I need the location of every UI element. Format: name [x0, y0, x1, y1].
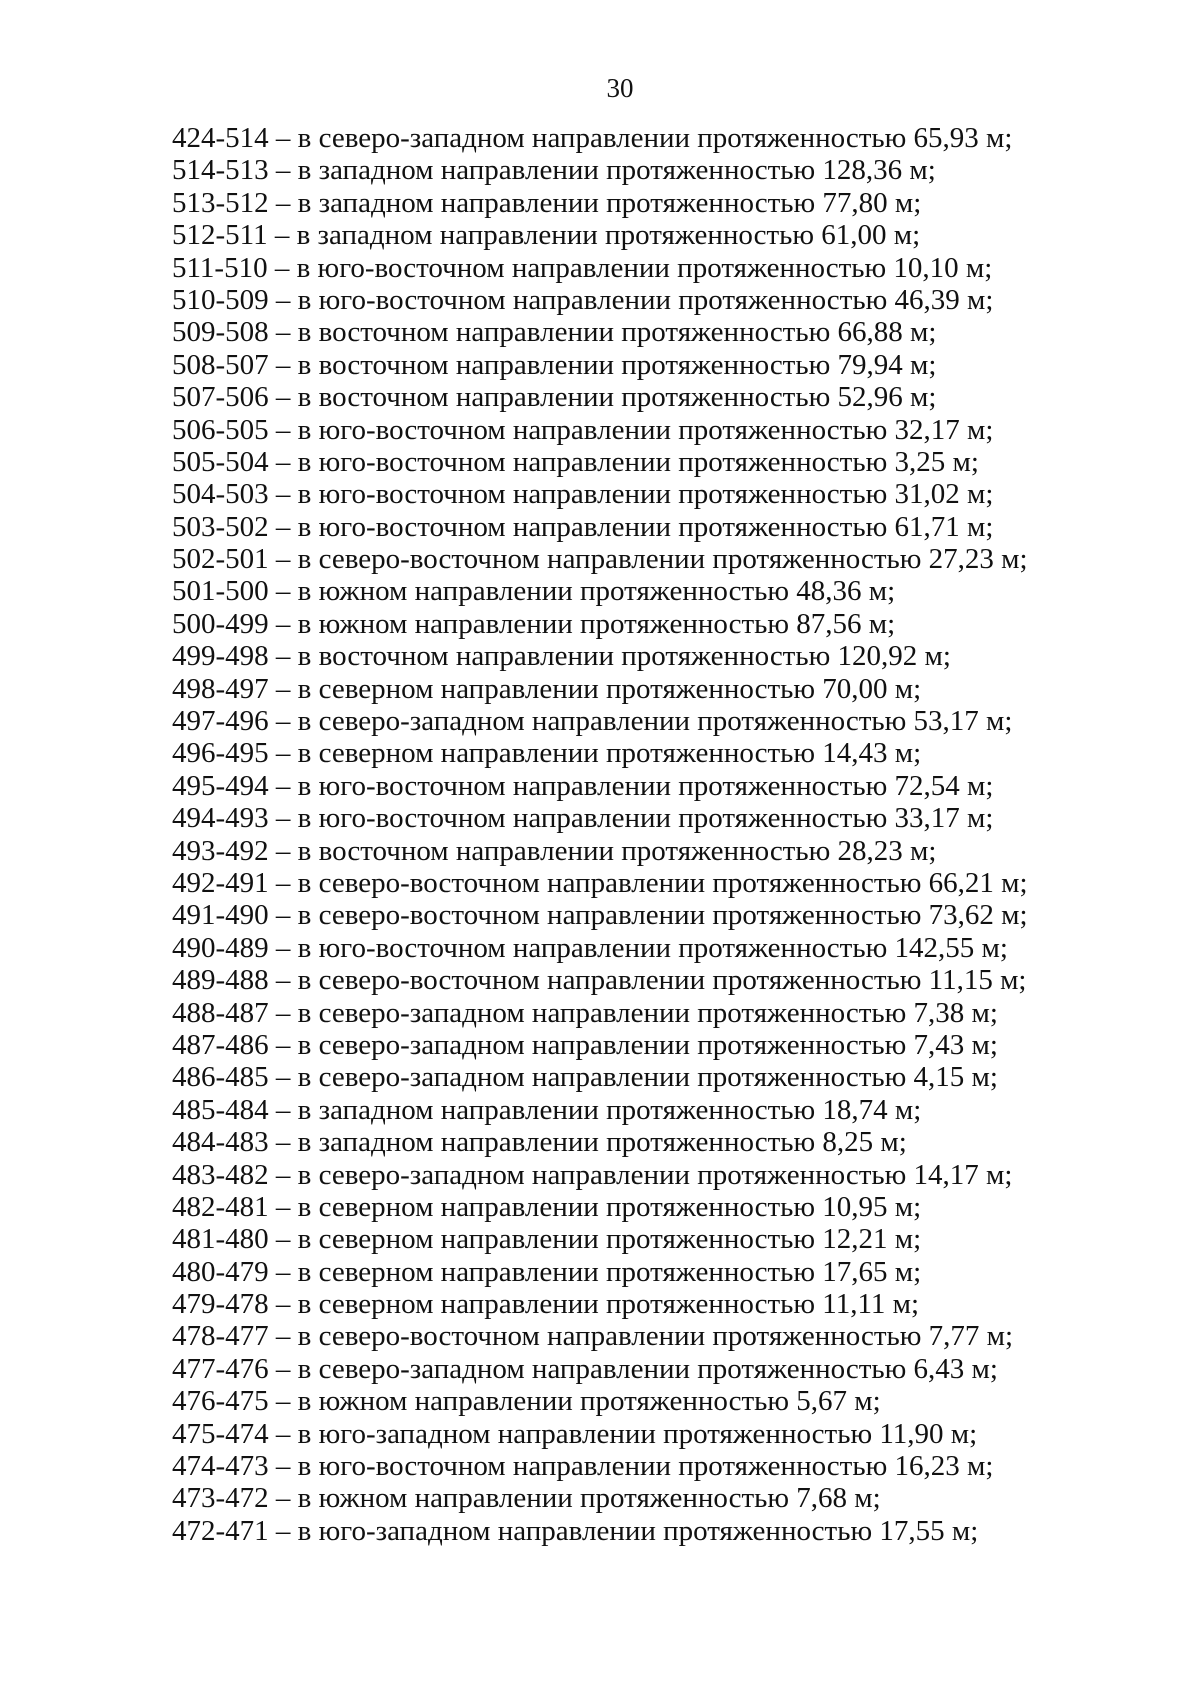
segment-description: в северном направлении протяженностью 11,11 м; — [297, 1288, 920, 1321]
boundary-line — [172, 608, 1172, 640]
dash-separator: – — [268, 478, 298, 511]
dash-separator: – — [268, 445, 298, 478]
dash-separator: – — [267, 219, 297, 252]
segment-code: 486-485 — [172, 1061, 269, 1094]
segment-description: в юго-восточном направлении протяженностью 32,17 м; — [297, 413, 994, 446]
boundary-line — [172, 964, 1172, 996]
boundary-line — [172, 997, 1172, 1029]
boundary-line — [172, 1029, 1172, 1061]
boundary-line — [172, 414, 1172, 446]
segment-description: в северо-западном направлении протяженностью 53,17 м; — [297, 705, 1013, 738]
dash-separator: – — [268, 964, 298, 997]
segment-code: 479-478 — [172, 1288, 269, 1321]
boundary-line — [172, 511, 1172, 543]
boundary-line — [172, 252, 1172, 284]
boundary-line — [172, 932, 1172, 964]
segment-code: 477-476 — [172, 1352, 269, 1385]
segment-description: в западном направлении протяженностью 61,00 м; — [296, 219, 921, 252]
boundary-line — [172, 1515, 1172, 1547]
dash-separator: – — [268, 413, 298, 446]
boundary-line — [172, 899, 1172, 931]
segment-code: 512-511 — [172, 219, 268, 252]
dash-separator: – — [268, 931, 298, 964]
dash-separator: – — [268, 283, 298, 316]
segment-description: в юго-восточном направлении протяженностью 46,39 м; — [297, 283, 994, 316]
segment-code: 510-509 — [172, 283, 269, 316]
dash-separator: – — [268, 834, 298, 867]
segment-description: в северном направлении протяженностью 12,21 м; — [297, 1223, 922, 1256]
boundary-line — [172, 1094, 1172, 1126]
dash-separator: – — [268, 510, 298, 543]
boundary-line — [172, 802, 1172, 834]
page-number: 30 — [606, 73, 634, 103]
segment-code: 508-507 — [172, 348, 269, 381]
dash-separator: – — [268, 1255, 298, 1288]
boundary-description-list — [172, 122, 1172, 1547]
dash-separator: – — [268, 1320, 298, 1353]
segment-description: в северо-западном направлении протяженностью 6,43 м; — [297, 1352, 998, 1385]
segment-code: 496-495 — [172, 737, 269, 770]
segment-description: в южном направлении протяженностью 87,56 м; — [297, 607, 896, 640]
boundary-line — [172, 446, 1172, 478]
segment-description: в северо-западном направлении протяженностью 7,38 м; — [297, 996, 998, 1029]
segment-code: 478-477 — [172, 1320, 269, 1353]
dash-separator: – — [268, 348, 298, 381]
segment-description: в юго-восточном направлении протяженностью 33,17 м; — [297, 802, 994, 835]
segment-description: в северо-западном направлении протяженностью 4,15 м; — [297, 1061, 998, 1094]
dash-separator: – — [268, 543, 298, 576]
segment-code: 481-480 — [172, 1223, 269, 1256]
dash-separator: – — [268, 769, 298, 802]
segment-description: в северо-восточном направлении протяженностью 11,15 м; — [297, 964, 1027, 997]
boundary-line — [172, 381, 1172, 413]
boundary-line — [172, 673, 1172, 705]
segment-code: 500-499 — [172, 607, 269, 640]
segment-description: в южном направлении протяженностью 7,68 м; — [297, 1482, 881, 1515]
segment-description: в юго-восточном направлении протяженностью 16,23 м; — [297, 1450, 994, 1483]
segment-description: в западном направлении протяженностью 18,74 м; — [297, 1093, 922, 1126]
segment-code: 489-488 — [172, 964, 269, 997]
segment-code: 472-471 — [172, 1514, 269, 1547]
dash-separator: – — [268, 1190, 298, 1223]
segment-code: 485-484 — [172, 1093, 269, 1126]
segment-code: 483-482 — [172, 1158, 269, 1191]
segment-code: 494-493 — [172, 802, 269, 835]
dash-separator: – — [268, 640, 298, 673]
boundary-line — [172, 122, 1172, 154]
boundary-line — [172, 1320, 1172, 1352]
boundary-line — [172, 187, 1172, 219]
segment-description: в юго-восточном направлении протяженностью 3,25 м; — [297, 445, 979, 478]
dash-separator: – — [268, 1417, 298, 1450]
segment-description: в юго-восточном направлении протяженностью 61,71 м; — [297, 510, 994, 543]
dash-separator: – — [268, 866, 298, 899]
boundary-line — [172, 1159, 1172, 1191]
dash-separator: – — [268, 1093, 298, 1126]
dash-separator: – — [268, 1158, 298, 1191]
segment-description: в северо-восточном направлении протяженностью 66,21 м; — [297, 866, 1028, 899]
dash-separator: – — [268, 737, 298, 770]
dash-separator: – — [267, 251, 297, 284]
segment-code: 504-503 — [172, 478, 269, 511]
boundary-line — [172, 1061, 1172, 1093]
segment-code: 491-490 — [172, 899, 269, 932]
dash-separator: – — [268, 1126, 298, 1159]
segment-description: в северо-восточном направлении протяженностью 27,23 м; — [297, 543, 1028, 576]
boundary-line — [172, 1223, 1172, 1255]
dash-separator: – — [268, 154, 298, 187]
segment-code: 490-489 — [172, 931, 269, 964]
boundary-line — [172, 478, 1172, 510]
dash-separator: – — [268, 122, 298, 154]
segment-description: в северном направлении протяженностью 17,65 м; — [297, 1255, 922, 1288]
dash-separator: – — [268, 705, 298, 738]
dash-separator: – — [268, 381, 298, 414]
boundary-line — [172, 1256, 1172, 1288]
dash-separator: – — [268, 802, 298, 835]
dash-separator: – — [268, 1028, 298, 1061]
segment-description: в восточном направлении протяженностью 79,94 м; — [297, 348, 937, 381]
boundary-line — [172, 316, 1172, 348]
segment-description: в юго-восточном направлении протяженностью 31,02 м; — [297, 478, 994, 511]
boundary-line — [172, 737, 1172, 769]
dash-separator: – — [268, 1514, 298, 1547]
segment-code: 480-479 — [172, 1255, 269, 1288]
dash-separator: – — [268, 316, 298, 349]
segment-code: 493-492 — [172, 834, 269, 867]
segment-code: 505-504 — [172, 445, 269, 478]
segment-description: в восточном направлении протяженностью 120,92 м; — [297, 640, 951, 673]
dash-separator: – — [268, 1061, 298, 1094]
boundary-line — [172, 1482, 1172, 1514]
segment-description: в юго-восточном направлении протяженностью 142,55 м; — [297, 931, 1008, 964]
segment-code: 487-486 — [172, 1028, 269, 1061]
boundary-line — [172, 1288, 1172, 1320]
boundary-line — [172, 543, 1172, 575]
segment-code: 503-502 — [172, 510, 269, 543]
segment-code: 506-505 — [172, 413, 269, 446]
dash-separator: – — [268, 1223, 298, 1256]
segment-description: в юго-восточном направлении протяженностью 10,10 м; — [296, 251, 993, 284]
segment-description: в северо-восточном направлении протяженностью 73,62 м; — [297, 899, 1028, 932]
segment-code: 498-497 — [172, 672, 269, 705]
segment-description: в северо-восточном направлении протяженностью 7,77 м; — [297, 1320, 1014, 1353]
segment-code: 488-487 — [172, 996, 269, 1029]
boundary-line — [172, 835, 1172, 867]
dash-separator: – — [268, 1482, 298, 1515]
segment-description: в северном направлении протяженностью 10,95 м; — [297, 1190, 922, 1223]
segment-code: 476-475 — [172, 1385, 269, 1418]
segment-code: 484-483 — [172, 1126, 269, 1159]
boundary-line — [172, 1418, 1172, 1450]
segment-description: в восточном направлении протяженностью 66,88 м; — [297, 316, 937, 349]
boundary-line — [172, 770, 1172, 802]
segment-description: в юго-западном направлении протяженностью 17,55 м; — [297, 1514, 979, 1547]
segment-description: в западном направлении протяженностью 8,25 м; — [297, 1126, 907, 1159]
boundary-line — [172, 1126, 1172, 1158]
dash-separator: – — [268, 186, 298, 219]
segment-description: в юго-восточном направлении протяженностью 72,54 м; — [297, 769, 994, 802]
boundary-line — [172, 705, 1172, 737]
dash-separator: – — [268, 996, 298, 1029]
boundary-line — [172, 1353, 1172, 1385]
segment-code: 475-474 — [172, 1417, 269, 1450]
dash-separator: – — [268, 899, 298, 932]
dash-separator: – — [268, 1385, 298, 1418]
segment-code: 473-472 — [172, 1482, 269, 1515]
boundary-line — [172, 1191, 1172, 1223]
segment-code: 502-501 — [172, 543, 269, 576]
segment-code: 514-513 — [172, 154, 269, 187]
segment-code: 511-510 — [172, 251, 268, 284]
boundary-line — [172, 1385, 1172, 1417]
segment-description: в северном направлении протяженностью 70,00 м; — [297, 672, 922, 705]
dash-separator: – — [268, 1450, 298, 1483]
boundary-line — [172, 284, 1172, 316]
segment-description: в северо-западном направлении протяженностью 14,17 м; — [297, 1158, 1013, 1191]
boundary-line — [172, 575, 1172, 607]
dash-separator: – — [268, 672, 298, 705]
segment-description: в северо-западном направлении протяженностью 7,43 м; — [297, 1028, 998, 1061]
dash-separator: – — [268, 607, 298, 640]
segment-description: в восточном направлении протяженностью 28,23 м; — [297, 834, 937, 867]
segment-code: 495-494 — [172, 769, 269, 802]
segment-code: 499-498 — [172, 640, 269, 673]
boundary-line — [172, 154, 1172, 186]
boundary-line — [172, 1450, 1172, 1482]
segment-code: 501-500 — [172, 575, 269, 608]
segment-description: в восточном направлении протяженностью 52,96 м; — [297, 381, 937, 414]
segment-description: в западном направлении протяженностью 128,36 м; — [297, 154, 936, 187]
boundary-line — [172, 640, 1172, 672]
boundary-line — [172, 867, 1172, 899]
segment-description: в южном направлении протяженностью 48,36 м; — [297, 575, 896, 608]
segment-code: 513-512 — [172, 186, 269, 219]
segment-description: в западном направлении протяженностью 77,80 м; — [297, 186, 922, 219]
segment-code: 474-473 — [172, 1450, 269, 1483]
segment-code: 492-491 — [172, 866, 269, 899]
dash-separator: – — [268, 1352, 298, 1385]
segment-code: 482-481 — [172, 1190, 269, 1223]
segment-code: 507-506 — [172, 381, 269, 414]
segment-description: в юго-западном направлении протяженностью 11,90 м; — [297, 1417, 978, 1450]
segment-description: в северном направлении протяженностью 14,43 м; — [297, 737, 922, 770]
boundary-line — [172, 349, 1172, 381]
segment-description: в южном направлении протяженностью 5,67 м; — [297, 1385, 881, 1418]
segment-code: 509-508 — [172, 316, 269, 349]
boundary-line — [172, 219, 1172, 251]
dash-separator: – — [268, 575, 298, 608]
segment-description: в северо-западном направлении протяженностью 65,93 м; — [297, 122, 1013, 154]
segment-code: 424-514 — [172, 122, 269, 154]
segment-code: 497-496 — [172, 705, 269, 738]
dash-separator: – — [268, 1288, 298, 1321]
